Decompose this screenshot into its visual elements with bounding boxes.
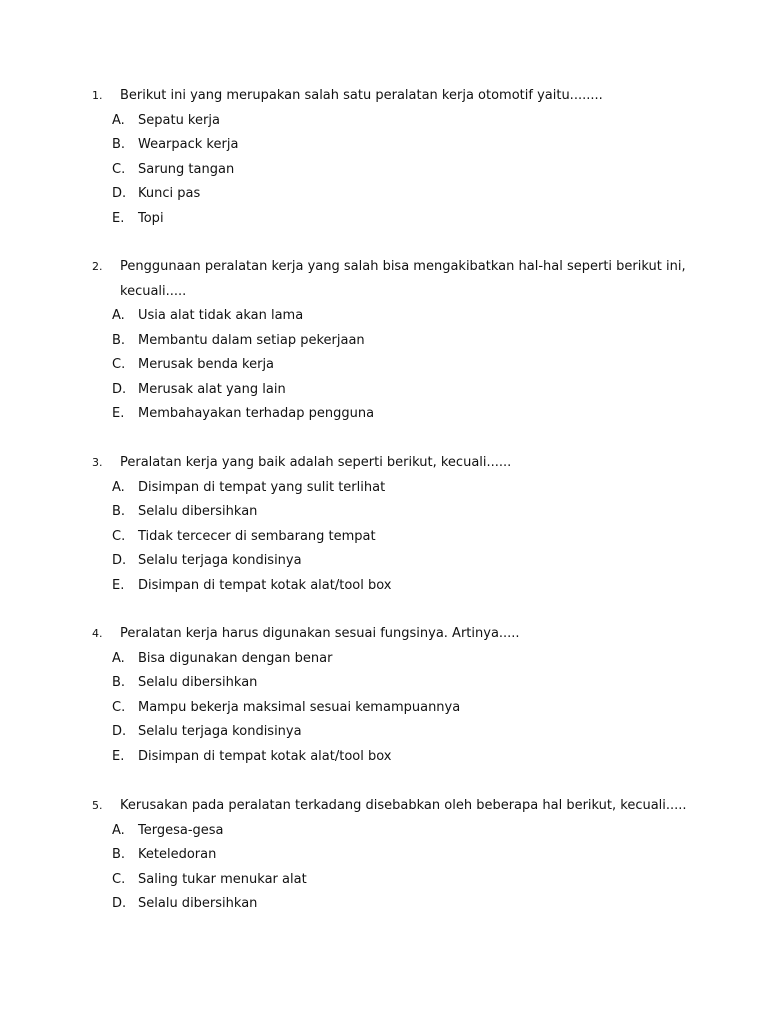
option-a (0, 647, 768, 672)
option-a (0, 109, 768, 134)
question-2 (0, 255, 768, 427)
option-c (0, 525, 768, 550)
option-d (0, 378, 768, 403)
option-e (0, 745, 768, 770)
option-d (0, 549, 768, 574)
option-letter: D. (112, 896, 127, 911)
option-e (0, 402, 768, 427)
option-c (0, 353, 768, 378)
option-letter: B. (112, 137, 126, 152)
question-1 (0, 84, 768, 231)
option-letter: B. (112, 847, 126, 862)
option-letter: C. (112, 161, 126, 177)
option-letter: C. (112, 699, 126, 715)
option-c (0, 868, 768, 893)
option-letter: C. (112, 528, 126, 544)
question-text: Berikut ini yang merupakan salah satu peralatan kerja otomotif yaitu........ (120, 88, 603, 103)
option-d (0, 182, 768, 207)
option-text: Disimpan di tempat kotak alat/tool box (138, 577, 392, 593)
option-text: Selalu dibersihkan (138, 896, 258, 911)
question-number: 3. (92, 456, 103, 469)
option-text: Membahayakan terhadap pengguna (138, 406, 375, 421)
option-letter: A. (112, 308, 125, 323)
question-5 (0, 794, 768, 917)
question-number: 5. (92, 799, 103, 812)
option-letter: B. (112, 504, 126, 519)
question-line (0, 84, 768, 109)
option-text: Merusak benda kerja (138, 357, 275, 372)
question-text: Kerusakan pada peralatan terkadang disebabkan oleh beberapa hal berikut, kecuali..... (120, 798, 687, 813)
option-letter: E. (112, 748, 125, 764)
option-d (0, 720, 768, 745)
option-text: Bisa digunakan dengan benar (138, 650, 333, 666)
option-d (0, 892, 768, 917)
option-text: Selalu dibersihkan (138, 504, 258, 519)
option-letter: A. (112, 650, 125, 666)
option-c (0, 696, 768, 721)
question-number: 2. (92, 260, 103, 273)
option-text: Wearpack kerja (138, 137, 239, 152)
option-a (0, 476, 768, 501)
option-e (0, 574, 768, 599)
question-text: Peralatan kerja yang baik adalah seperti berikut, kecuali...... (120, 455, 512, 470)
option-b (0, 133, 768, 158)
question-text: Penggunaan peralatan kerja yang salah bisa mengakibatkan hal-hal seperti berikut ini, (120, 259, 686, 274)
option-letter: C. (112, 871, 126, 887)
option-text: Merusak alat yang lain (138, 381, 286, 397)
question-line-continued (0, 280, 768, 305)
option-a (0, 304, 768, 329)
option-text: Sepatu kerja (138, 112, 220, 128)
option-b (0, 671, 768, 696)
option-letter: D. (112, 186, 127, 201)
question-line (0, 255, 768, 280)
option-text: Tergesa-gesa (138, 822, 224, 838)
option-letter: D. (112, 381, 127, 397)
option-letter: B. (112, 675, 126, 690)
option-a (0, 819, 768, 844)
option-b (0, 329, 768, 354)
option-letter: E. (112, 210, 125, 226)
option-letter: B. (112, 332, 126, 348)
option-letter: D. (112, 724, 127, 739)
option-text: Selalu terjaga kondisinya (138, 724, 302, 739)
question-number: 4. (92, 627, 103, 640)
option-text: Keteledoran (138, 847, 217, 862)
question-line (0, 451, 768, 476)
option-letter: A. (112, 479, 125, 495)
option-text: Tidak tercecer di sembarang tempat (138, 528, 376, 544)
option-text: Usia alat tidak akan lama (138, 308, 304, 323)
question-line (0, 794, 768, 819)
option-letter: E. (112, 406, 125, 421)
option-letter: A. (112, 112, 125, 128)
question-text: Peralatan kerja harus digunakan sesuai fungsinya. Artinya..... (120, 626, 520, 641)
option-text: Membantu dalam setiap pekerjaan (138, 332, 365, 348)
option-text: Mampu bekerja maksimal sesuai kemampuannya (138, 699, 461, 715)
option-b (0, 843, 768, 868)
option-text: Saling tukar menukar alat (138, 871, 307, 887)
option-text: Selalu terjaga kondisinya (138, 553, 302, 568)
option-b (0, 500, 768, 525)
option-letter: D. (112, 553, 127, 568)
question-text: kecuali..... (120, 283, 187, 299)
option-text: Sarung tangan (138, 161, 235, 177)
option-text: Disimpan di tempat kotak alat/tool box (138, 748, 392, 764)
question-number: 1. (92, 89, 103, 102)
option-text: Disimpan di tempat yang sulit terlihat (138, 479, 386, 495)
option-letter: C. (112, 357, 126, 372)
option-letter: A. (112, 822, 125, 838)
option-text: Topi (138, 210, 164, 226)
question-3 (0, 451, 768, 598)
question-4 (0, 622, 768, 769)
option-letter: E. (112, 577, 125, 593)
option-c (0, 158, 768, 183)
option-text: Kunci pas (138, 186, 201, 201)
option-e (0, 207, 768, 232)
option-text: Selalu dibersihkan (138, 675, 258, 690)
question-line (0, 622, 768, 647)
